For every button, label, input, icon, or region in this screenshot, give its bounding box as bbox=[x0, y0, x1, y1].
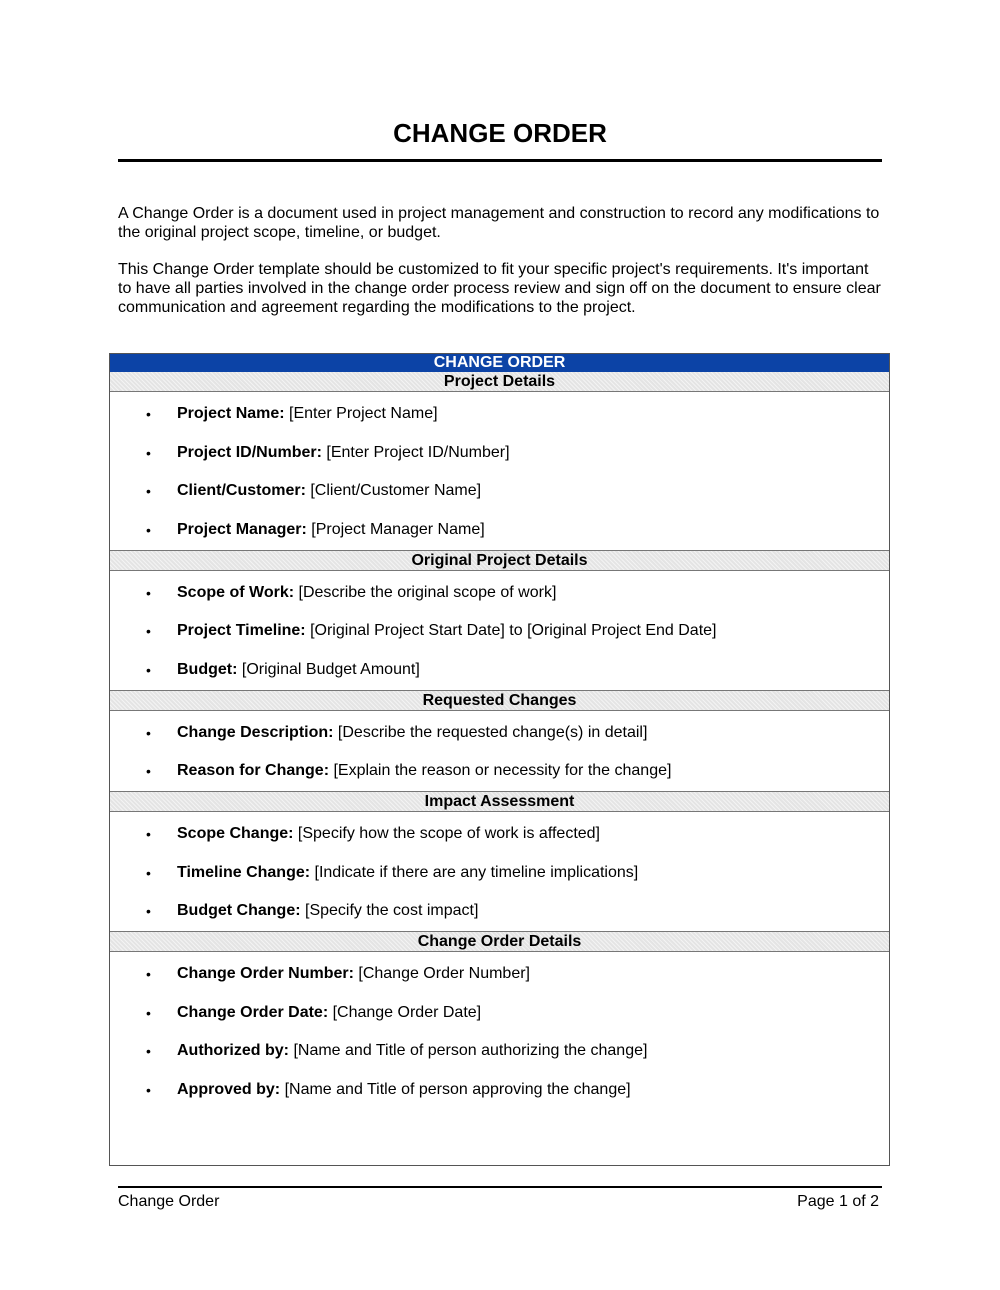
section-body-impact-assessment bbox=[110, 812, 889, 931]
item-label: Change Order Date: bbox=[177, 1003, 329, 1021]
item-label: Project ID/Number: bbox=[177, 443, 322, 461]
list-item bbox=[110, 583, 889, 603]
item-value: [Original Budget Amount] bbox=[237, 660, 420, 678]
bullet-icon: • bbox=[146, 1081, 151, 1098]
document-title: CHANGE ORDER bbox=[393, 118, 607, 148]
item-value: [Name and Title of person approving the change] bbox=[280, 1080, 631, 1098]
item-label: Project Timeline: bbox=[177, 622, 306, 639]
bullet-icon: • bbox=[146, 406, 151, 422]
bullet-icon: • bbox=[146, 763, 151, 779]
bullet-icon: • bbox=[146, 1004, 151, 1021]
section-body-change-order-details bbox=[110, 952, 889, 1100]
section-body-project-details bbox=[110, 392, 889, 550]
list-item bbox=[110, 824, 889, 844]
item-value: [Specify how the scope of work is affected] bbox=[293, 825, 600, 842]
bullet-icon: • bbox=[146, 903, 151, 919]
list-item bbox=[110, 520, 889, 540]
item-label: Authorized by: bbox=[177, 1042, 289, 1059]
item-value: [Change Order Number] bbox=[353, 965, 530, 982]
item-label: Change Description: bbox=[177, 723, 334, 741]
item-label: Scope of Work: bbox=[177, 583, 295, 601]
item-value: [Explain the reason or necessity for the change] bbox=[329, 762, 672, 779]
footer-document-name: Change Order bbox=[118, 1193, 220, 1210]
item-label: Timeline Change: bbox=[177, 863, 311, 881]
list-item bbox=[110, 761, 889, 781]
bullet-icon: • bbox=[146, 521, 151, 538]
list-item bbox=[110, 404, 889, 424]
list-item bbox=[110, 621, 889, 641]
item-label: Change Order Number: bbox=[177, 965, 354, 982]
bullet-icon: • bbox=[146, 483, 151, 499]
list-item bbox=[110, 964, 889, 984]
section-header-requested-changes: Requested Changes bbox=[110, 690, 889, 711]
list-item bbox=[110, 660, 889, 680]
bullet-icon: • bbox=[146, 623, 151, 639]
item-label: Reason for Change: bbox=[177, 762, 330, 779]
section-body-requested-changes bbox=[110, 711, 889, 792]
item-value: [Describe the original scope of work] bbox=[294, 583, 557, 601]
item-value: [Describe the requested change(s) in detail] bbox=[333, 723, 648, 741]
bullet-icon: • bbox=[146, 1043, 151, 1059]
list-item bbox=[110, 1041, 889, 1061]
list-item bbox=[110, 723, 889, 743]
list-item bbox=[110, 863, 889, 883]
item-value: [Original Project Start Date] to [Original Project End Date] bbox=[305, 622, 717, 639]
bullet-icon: • bbox=[146, 724, 151, 741]
bullet-icon: • bbox=[146, 864, 151, 881]
item-value: [Change Order Date] bbox=[328, 1003, 482, 1021]
footer-page-number: Page 1 of 2 bbox=[797, 1193, 879, 1210]
item-label: Budget Change: bbox=[177, 902, 301, 919]
item-value: [Enter Project Name] bbox=[284, 405, 438, 422]
bullet-icon: • bbox=[146, 661, 151, 678]
item-label: Project Name: bbox=[177, 405, 285, 422]
item-value: [Specify the cost impact] bbox=[300, 902, 479, 919]
section-header-original-project-details: Original Project Details bbox=[110, 550, 889, 571]
item-value: [Project Manager Name] bbox=[306, 520, 485, 538]
item-label: Client/Customer: bbox=[177, 482, 306, 499]
section-header-change-order-details: Change Order Details bbox=[110, 931, 889, 952]
list-item bbox=[110, 1080, 889, 1100]
intro-paragraph-1: A Change Order is a document used in project management and construction to record any modifications to the original project scope, timeline, or budget. bbox=[118, 205, 880, 241]
list-item bbox=[110, 901, 889, 921]
table-header: CHANGE ORDER bbox=[110, 354, 889, 372]
bullet-icon: • bbox=[146, 966, 151, 982]
change-order-table bbox=[109, 353, 890, 1166]
item-value: [Indicate if there are any timeline implications] bbox=[310, 863, 639, 881]
list-item bbox=[110, 481, 889, 501]
section-body-original-project-details bbox=[110, 571, 889, 690]
section-header-impact-assessment: Impact Assessment bbox=[110, 791, 889, 812]
item-label: Budget: bbox=[177, 660, 238, 678]
list-item bbox=[110, 1003, 889, 1023]
section-header-project-details: Project Details bbox=[110, 372, 889, 392]
bullet-icon: • bbox=[146, 584, 151, 601]
item-label: Project Manager: bbox=[177, 520, 307, 538]
item-label: Approved by: bbox=[177, 1080, 281, 1098]
item-value: [Client/Customer Name] bbox=[305, 482, 482, 499]
footer-divider bbox=[118, 1186, 882, 1188]
title-divider bbox=[118, 159, 882, 162]
bullet-icon: • bbox=[146, 826, 151, 842]
intro-paragraph-2: This Change Order template should be customized to fit your specific project's requirements. It's important to have all parties involved in the change order process review and sign off on the document to ensure clear communication and agreement regarding the modifications to the project. bbox=[118, 261, 881, 316]
item-label: Scope Change: bbox=[177, 825, 294, 842]
list-item bbox=[110, 443, 889, 463]
item-value: [Enter Project ID/Number] bbox=[321, 443, 510, 461]
bullet-icon: • bbox=[146, 444, 151, 461]
item-value: [Name and Title of person authorizing the change] bbox=[289, 1042, 648, 1059]
